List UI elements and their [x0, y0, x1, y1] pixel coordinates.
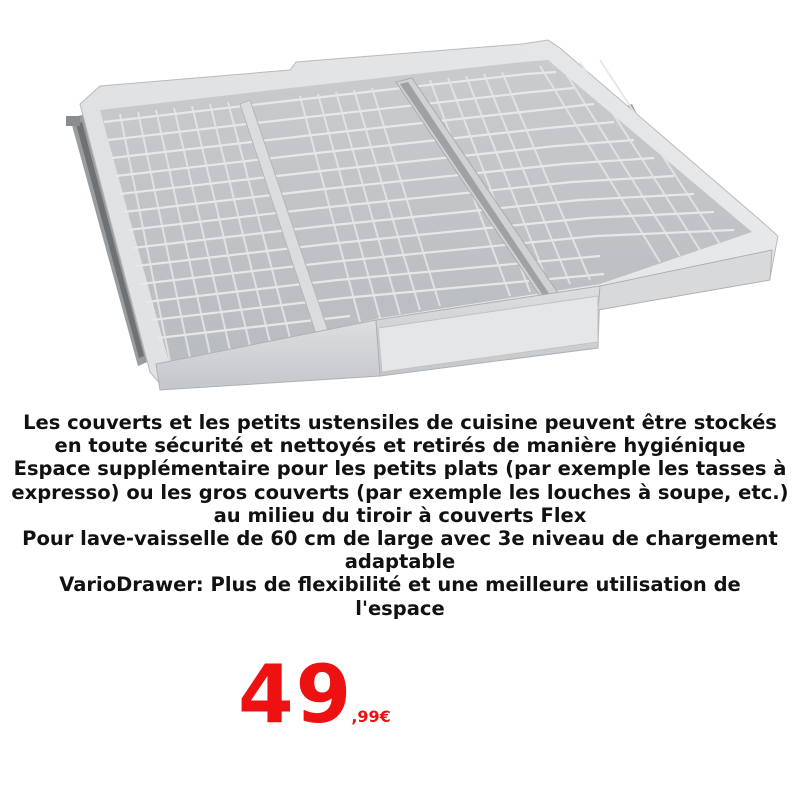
- description-line: Pour lave-vaisselle de 60 cm de large avec 3e niveau de chargement: [22, 527, 778, 551]
- description-line: au milieu du tiroir à couverts Flex: [213, 503, 587, 527]
- price-decimal: ,99€: [351, 707, 391, 726]
- price-integer: 49: [238, 648, 354, 741]
- price-tag: [238, 648, 393, 741]
- product-description: [0, 411, 800, 620]
- description-line: VarioDrawer: Plus de flexibilité et une meilleure utilisation de: [59, 573, 741, 597]
- description-line: Espace supplémentaire pour les petits plats (par exemple les tasses à: [13, 457, 787, 481]
- description-line: Les couverts et les petits ustensiles de cuisine peuvent être stockés: [23, 411, 777, 434]
- description-line: l'espace: [355, 596, 445, 620]
- description-line: en toute sécurité et nettoyés et retirés de manière hygiénique: [54, 434, 746, 458]
- description-line: expresso) ou les gros couverts (par exemple les louches à soupe, etc.): [11, 480, 789, 504]
- description-line: adaptable: [344, 550, 456, 574]
